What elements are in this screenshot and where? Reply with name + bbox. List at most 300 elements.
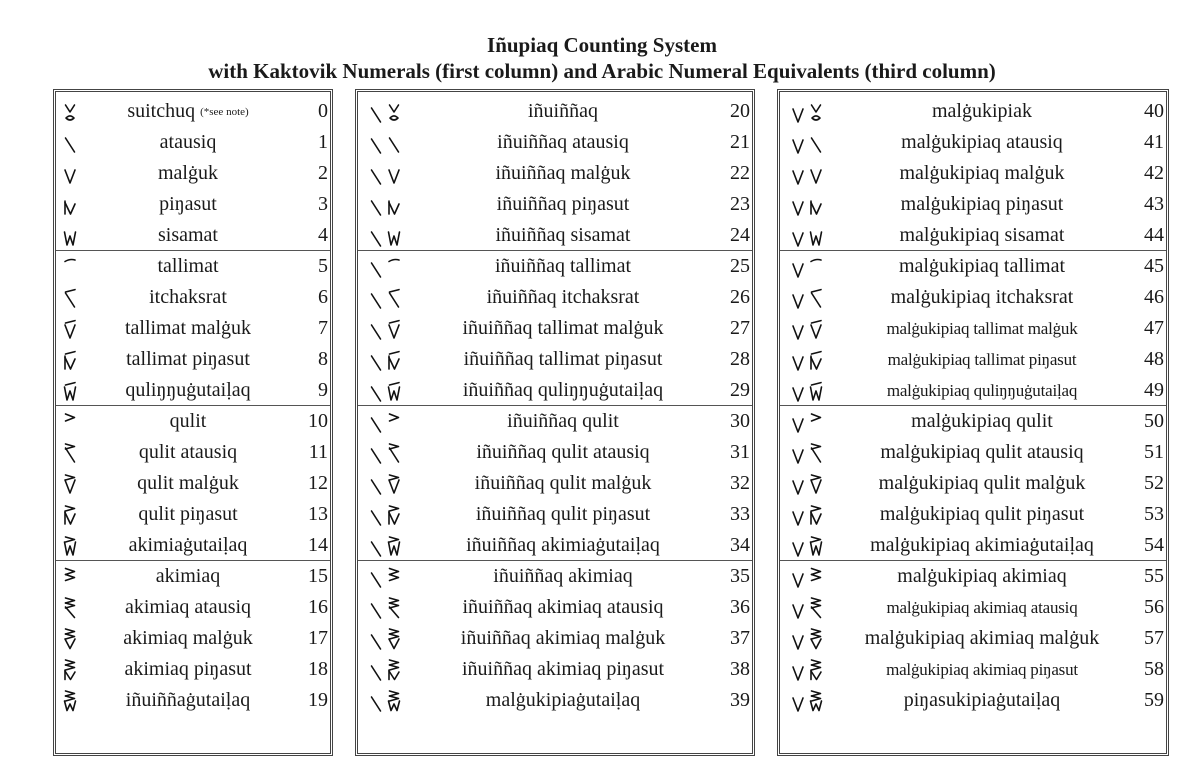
table-row <box>780 127 1166 158</box>
inupiaq-name-text: qulit atausiq <box>138 441 238 463</box>
inupiaq-name-text: iñuiññaq qulit atausiq <box>476 441 650 463</box>
table-row <box>780 592 1166 623</box>
kaktovik-numeral <box>790 654 824 685</box>
kaktovik-digit-icon <box>790 567 806 589</box>
inupiaq-name-text: malġukipiaq qulit malġuk <box>878 472 1086 494</box>
kaktovik-digit-icon <box>790 319 806 341</box>
inupiaq-name <box>418 158 708 189</box>
kaktovik-digit-icon <box>808 349 824 371</box>
inupiaq-name <box>88 499 288 530</box>
inupiaq-name-text: sisamat <box>158 224 218 246</box>
kaktovik-numeral <box>790 127 824 158</box>
kaktovik-digit-icon <box>386 225 402 247</box>
kaktovik-digit-icon <box>368 629 384 651</box>
arabic-numeral: 28 <box>730 348 750 370</box>
inupiaq-name-text: iñuiññaġutaiḷaq <box>125 689 251 711</box>
table-row <box>358 282 752 313</box>
kaktovik-digit-icon <box>368 567 384 589</box>
kaktovik-digit-icon <box>790 195 806 217</box>
inupiaq-name <box>88 468 288 499</box>
inupiaq-name-text: malġukipiaq tallimat malġuk <box>886 319 1078 338</box>
kaktovik-numeral <box>790 158 824 189</box>
inupiaq-name-text: malġukipiaq piŋasut <box>900 193 1064 215</box>
kaktovik-numeral <box>62 127 78 158</box>
table-row <box>358 189 752 220</box>
arabic-numeral: 8 <box>318 348 328 370</box>
table-panel <box>355 89 755 756</box>
table-row <box>780 623 1166 654</box>
inupiaq-name-text: iñuiññaq itchaksrat <box>486 286 640 308</box>
table-row <box>780 189 1166 220</box>
inupiaq-name <box>840 592 1124 623</box>
table-row <box>358 251 752 282</box>
table-row <box>358 654 752 685</box>
inupiaq-name-text: iñuiññaq malġuk <box>495 162 631 184</box>
kaktovik-digit-icon <box>386 659 402 681</box>
kaktovik-digit-icon <box>808 380 824 402</box>
table-row <box>358 313 752 344</box>
inupiaq-name-text: iñuiññaq qulit malġuk <box>474 472 652 494</box>
kaktovik-digit-icon <box>62 380 78 402</box>
kaktovik-digit-icon <box>808 318 824 340</box>
table-row <box>56 468 330 499</box>
arabic-numeral: 19 <box>308 689 328 711</box>
inupiaq-name <box>88 96 288 127</box>
inupiaq-name <box>88 282 288 313</box>
inupiaq-name <box>840 685 1124 716</box>
kaktovik-digit-icon <box>808 628 824 650</box>
arabic-numeral: 57 <box>1144 627 1164 649</box>
table-row <box>56 220 330 251</box>
inupiaq-name-text: tallimat piŋasut <box>126 348 250 370</box>
kaktovik-numeral <box>368 685 402 716</box>
kaktovik-numeral <box>368 468 402 499</box>
inupiaq-name-text: malġukipiaq qulit piŋasut <box>879 503 1085 525</box>
kaktovik-digit-icon <box>386 132 402 154</box>
table-row <box>780 499 1166 530</box>
inupiaq-name-text: malġukipiaq qulit atausiq <box>880 441 1084 463</box>
inupiaq-name <box>840 375 1124 406</box>
arabic-numeral: 26 <box>730 286 750 308</box>
inupiaq-name-text: malġukipiaq akimiaġutaiḷaq <box>870 534 1094 556</box>
kaktovik-numeral <box>368 344 402 375</box>
inupiaq-name <box>840 344 1124 375</box>
table-row <box>56 561 330 592</box>
arabic-numeral: 4 <box>318 224 328 246</box>
arabic-numeral: 7 <box>318 317 328 339</box>
see-note-label: (*see note) <box>200 106 249 118</box>
arabic-numeral: 59 <box>1144 689 1164 711</box>
inupiaq-name-text: quliŋŋuġutaiḷaq <box>125 379 251 401</box>
table-panel <box>777 89 1169 756</box>
page-subtitle: with Kaktovik Numerals (first column) and Arabic Numeral Equivalents (third column) <box>208 59 996 83</box>
kaktovik-digit-icon <box>808 442 824 464</box>
kaktovik-digit-icon <box>808 535 824 557</box>
inupiaq-name <box>840 499 1124 530</box>
arabic-numeral: 55 <box>1144 565 1164 587</box>
arabic-numeral: 35 <box>730 565 750 587</box>
inupiaq-name <box>840 127 1124 158</box>
arabic-numeral: 43 <box>1144 193 1164 215</box>
inupiaq-name-text: iñuiññaq tallimat <box>494 255 632 277</box>
inupiaq-name <box>418 623 708 654</box>
arabic-numeral: 30 <box>730 410 750 432</box>
arabic-numeral: 39 <box>730 689 750 711</box>
kaktovik-digit-icon <box>368 164 384 186</box>
arabic-numeral: 34 <box>730 534 750 556</box>
inupiaq-name-text: iñuiññaq akimiaq malġuk <box>460 627 666 649</box>
inupiaq-name <box>418 530 708 561</box>
inupiaq-name <box>840 251 1124 282</box>
kaktovik-digit-icon <box>386 256 402 278</box>
kaktovik-numeral <box>368 406 402 437</box>
inupiaq-name <box>418 685 708 716</box>
table-row <box>780 220 1166 251</box>
arabic-numeral: 38 <box>730 658 750 680</box>
arabic-numeral: 41 <box>1144 131 1164 153</box>
inupiaq-name <box>88 623 288 654</box>
arabic-numeral: 37 <box>730 627 750 649</box>
kaktovik-numeral <box>790 313 824 344</box>
arabic-numeral: 47 <box>1144 317 1164 339</box>
kaktovik-numeral <box>790 375 824 406</box>
inupiaq-name-text: suitchuq <box>127 100 196 122</box>
table-row <box>56 158 330 189</box>
kaktovik-numeral <box>368 530 402 561</box>
inupiaq-name-text: atausiq <box>159 131 217 153</box>
inupiaq-name <box>88 654 288 685</box>
inupiaq-name-text: malġukipiaq sisamat <box>899 224 1065 246</box>
kaktovik-numeral <box>368 654 402 685</box>
kaktovik-numeral <box>62 530 78 561</box>
kaktovik-digit-icon <box>386 442 402 464</box>
table-row <box>780 96 1166 127</box>
kaktovik-digit-icon <box>368 195 384 217</box>
inupiaq-name <box>418 654 708 685</box>
inupiaq-name <box>418 313 708 344</box>
kaktovik-numeral <box>62 251 78 282</box>
table-row <box>358 437 752 468</box>
inupiaq-name-text: piŋasukipiaġutaiḷaq <box>903 689 1061 711</box>
inupiaq-name <box>840 189 1124 220</box>
inupiaq-name-text: tallimat malġuk <box>124 317 252 339</box>
kaktovik-numeral <box>368 189 402 220</box>
table-row <box>56 406 330 437</box>
kaktovik-digit-icon <box>790 102 806 124</box>
arabic-numeral: 32 <box>730 472 750 494</box>
arabic-numeral: 49 <box>1144 379 1164 401</box>
kaktovik-numeral <box>62 375 78 406</box>
kaktovik-digit-icon <box>790 164 806 186</box>
arabic-numeral: 23 <box>730 193 750 215</box>
kaktovik-numeral <box>62 592 78 623</box>
kaktovik-digit-icon <box>790 474 806 496</box>
inupiaq-name-text: qulit malġuk <box>137 472 239 494</box>
table-row <box>56 251 330 282</box>
arabic-numeral: 42 <box>1144 162 1164 184</box>
table-row <box>358 158 752 189</box>
kaktovik-numeral <box>368 592 402 623</box>
table-row <box>56 499 330 530</box>
arabic-numeral: 50 <box>1144 410 1164 432</box>
kaktovik-digit-icon <box>62 628 78 650</box>
inupiaq-name <box>840 530 1124 561</box>
arabic-numeral: 48 <box>1144 348 1164 370</box>
kaktovik-numeral <box>790 406 824 437</box>
inupiaq-name-text: piŋasut <box>159 193 217 215</box>
kaktovik-digit-icon <box>386 163 402 185</box>
inupiaq-name-text: malġukipiaq tallimat piŋasut <box>887 350 1077 369</box>
arabic-numeral: 20 <box>730 100 750 122</box>
kaktovik-digit-icon <box>62 442 78 464</box>
kaktovik-digit-icon <box>790 226 806 248</box>
arabic-numeral: 54 <box>1144 534 1164 556</box>
inupiaq-name <box>88 375 288 406</box>
kaktovik-digit-icon <box>368 102 384 124</box>
arabic-numeral: 46 <box>1144 286 1164 308</box>
table-row <box>780 251 1166 282</box>
arabic-numeral: 58 <box>1144 658 1164 680</box>
inupiaq-name-text: malġukipiaq akimiaq atausiq <box>886 598 1078 617</box>
table-row <box>780 406 1166 437</box>
kaktovik-numeral <box>62 158 78 189</box>
inupiaq-name <box>840 282 1124 313</box>
kaktovik-numeral <box>790 189 824 220</box>
kaktovik-digit-icon <box>386 411 402 433</box>
arabic-numeral: 0 <box>318 100 328 122</box>
kaktovik-digit-icon <box>386 194 402 216</box>
kaktovik-digit-icon <box>386 504 402 526</box>
kaktovik-digit-icon <box>808 659 824 681</box>
kaktovik-numeral <box>62 96 78 127</box>
inupiaq-name-text: iñuiññaq akimiaq <box>493 565 633 587</box>
arabic-numeral: 5 <box>318 255 328 277</box>
kaktovik-digit-icon <box>386 690 402 712</box>
inupiaq-name-text: iñuiññaq akimiaġutaiḷaq <box>466 534 660 556</box>
kaktovik-digit-icon <box>368 474 384 496</box>
kaktovik-numeral <box>790 96 824 127</box>
kaktovik-digit-icon <box>386 597 402 619</box>
kaktovik-digit-icon <box>790 536 806 558</box>
inupiaq-name-text: malġukipiaq akimiaq malġuk <box>864 627 1100 649</box>
kaktovik-numeral <box>790 499 824 530</box>
kaktovik-numeral <box>62 623 78 654</box>
table-row <box>358 96 752 127</box>
kaktovik-digit-icon <box>790 350 806 372</box>
kaktovik-digit-icon <box>62 287 78 309</box>
kaktovik-digit-icon <box>386 349 402 371</box>
kaktovik-digit-icon <box>368 350 384 372</box>
inupiaq-name <box>840 561 1124 592</box>
arabic-numeral: 16 <box>308 596 328 618</box>
kaktovik-digit-icon <box>368 412 384 434</box>
kaktovik-digit-icon <box>368 257 384 279</box>
inupiaq-name-text: malġukipiak <box>932 100 1032 122</box>
inupiaq-name <box>418 375 708 406</box>
inupiaq-name-text: malġukipiaq akimiaq <box>897 565 1067 587</box>
kaktovik-digit-icon <box>386 628 402 650</box>
kaktovik-digit-icon <box>62 597 78 619</box>
arabic-numeral: 45 <box>1144 255 1164 277</box>
inupiaq-name-text: malġukipiaq quliŋŋuġutaiḷaq <box>886 381 1078 400</box>
inupiaq-name <box>840 654 1124 685</box>
table-row <box>358 685 752 716</box>
kaktovik-digit-icon <box>386 287 402 309</box>
table-row <box>56 189 330 220</box>
arabic-numeral: 33 <box>730 503 750 525</box>
inupiaq-name-text: malġukipiaq malġuk <box>899 162 1065 184</box>
kaktovik-digit-icon <box>808 225 824 247</box>
kaktovik-digit-icon <box>808 473 824 495</box>
kaktovik-digit-icon <box>386 380 402 402</box>
kaktovik-digit-icon <box>808 101 824 123</box>
table-row <box>56 530 330 561</box>
kaktovik-numeral <box>790 220 824 251</box>
kaktovik-numeral <box>62 313 78 344</box>
kaktovik-numeral <box>368 375 402 406</box>
table-row <box>780 313 1166 344</box>
inupiaq-name <box>88 127 288 158</box>
arabic-numeral: 12 <box>308 472 328 494</box>
table-row <box>358 344 752 375</box>
kaktovik-digit-icon <box>790 598 806 620</box>
kaktovik-digit-icon <box>386 101 402 123</box>
kaktovik-digit-icon <box>808 566 824 588</box>
kaktovik-digit-icon <box>386 318 402 340</box>
kaktovik-digit-icon <box>790 505 806 527</box>
inupiaq-name-text: iñuiññaq sisamat <box>495 224 631 246</box>
inupiaq-name-text: iñuiññaq piŋasut <box>496 193 630 215</box>
kaktovik-digit-icon <box>790 288 806 310</box>
inupiaq-name-text: malġukipiaq akimiaq piŋasut <box>886 660 1078 679</box>
kaktovik-digit-icon <box>368 226 384 248</box>
kaktovik-digit-icon <box>62 411 78 433</box>
kaktovik-numeral <box>62 437 78 468</box>
inupiaq-name-text: akimiaq malġuk <box>123 627 253 649</box>
inupiaq-name <box>840 406 1124 437</box>
kaktovik-numeral <box>790 468 824 499</box>
kaktovik-digit-icon <box>790 133 806 155</box>
arabic-numeral: 24 <box>730 224 750 246</box>
table-row <box>56 313 330 344</box>
arabic-numeral: 9 <box>318 379 328 401</box>
table-row <box>56 375 330 406</box>
kaktovik-digit-icon <box>808 504 824 526</box>
kaktovik-digit-icon <box>368 505 384 527</box>
kaktovik-numeral <box>368 437 402 468</box>
kaktovik-numeral <box>62 344 78 375</box>
inupiaq-name <box>88 530 288 561</box>
inupiaq-name <box>88 406 288 437</box>
kaktovik-digit-icon <box>790 691 806 713</box>
inupiaq-name-text: qulit <box>169 410 207 432</box>
inupiaq-name <box>88 592 288 623</box>
table-row <box>56 96 330 127</box>
kaktovik-numeral <box>790 592 824 623</box>
inupiaq-name <box>840 468 1124 499</box>
kaktovik-digit-icon <box>62 504 78 526</box>
inupiaq-name-text: akimiaq atausiq <box>124 596 252 618</box>
inupiaq-name <box>840 96 1124 127</box>
table-row <box>780 437 1166 468</box>
kaktovik-digit-icon <box>62 690 78 712</box>
inupiaq-name-text: qulit piŋasut <box>138 503 238 525</box>
arabic-numeral: 10 <box>308 410 328 432</box>
table-panel <box>53 89 333 756</box>
table-row <box>56 127 330 158</box>
kaktovik-numeral <box>368 313 402 344</box>
kaktovik-digit-icon <box>368 133 384 155</box>
inupiaq-name <box>88 685 288 716</box>
kaktovik-digit-icon <box>368 381 384 403</box>
inupiaq-name-text: tallimat <box>157 255 219 277</box>
table-row <box>780 685 1166 716</box>
arabic-numeral: 25 <box>730 255 750 277</box>
table-row <box>358 561 752 592</box>
kaktovik-numeral <box>790 530 824 561</box>
inupiaq-name <box>418 592 708 623</box>
kaktovik-digit-icon <box>62 163 78 185</box>
kaktovik-numeral <box>62 468 78 499</box>
arabic-numeral: 51 <box>1144 441 1164 463</box>
kaktovik-digit-icon <box>62 473 78 495</box>
inupiaq-name-text: malġuk <box>158 162 218 184</box>
inupiaq-name-text: iñuiññaq tallimat malġuk <box>462 317 664 339</box>
arabic-numeral: 15 <box>308 565 328 587</box>
table-row <box>56 282 330 313</box>
inupiaq-name <box>418 468 708 499</box>
table-row <box>780 561 1166 592</box>
arabic-numeral: 44 <box>1144 224 1164 246</box>
inupiaq-name-text: iñuiññaq qulit piŋasut <box>475 503 651 525</box>
table-row <box>780 344 1166 375</box>
inupiaq-name-text: iñuiññaq qulit <box>507 410 619 432</box>
inupiaq-name <box>88 344 288 375</box>
table-row <box>56 344 330 375</box>
inupiaq-name-text: akimiaq piŋasut <box>124 658 252 680</box>
inupiaq-name <box>418 406 708 437</box>
kaktovik-digit-icon <box>62 225 78 247</box>
inupiaq-name <box>88 313 288 344</box>
table-row <box>358 592 752 623</box>
inupiaq-name <box>840 313 1124 344</box>
kaktovik-numeral <box>790 437 824 468</box>
kaktovik-numeral <box>790 561 824 592</box>
inupiaq-name-text: iñuiññaq <box>528 100 598 122</box>
kaktovik-digit-icon <box>790 257 806 279</box>
arabic-numeral: 6 <box>318 286 328 308</box>
kaktovik-digit-icon <box>62 659 78 681</box>
kaktovik-digit-icon <box>808 194 824 216</box>
inupiaq-name <box>418 282 708 313</box>
inupiaq-name <box>418 251 708 282</box>
kaktovik-digit-icon <box>62 566 78 588</box>
kaktovik-digit-icon <box>368 660 384 682</box>
table-row <box>358 127 752 158</box>
arabic-numeral: 18 <box>308 658 328 680</box>
kaktovik-digit-icon <box>790 629 806 651</box>
table-row <box>358 530 752 561</box>
table-row <box>358 623 752 654</box>
kaktovik-numeral <box>62 685 78 716</box>
kaktovik-digit-icon <box>368 536 384 558</box>
kaktovik-digit-icon <box>808 597 824 619</box>
table-row <box>358 375 752 406</box>
table-row <box>780 282 1166 313</box>
inupiaq-name <box>418 344 708 375</box>
kaktovik-digit-icon <box>790 660 806 682</box>
kaktovik-numeral <box>790 344 824 375</box>
